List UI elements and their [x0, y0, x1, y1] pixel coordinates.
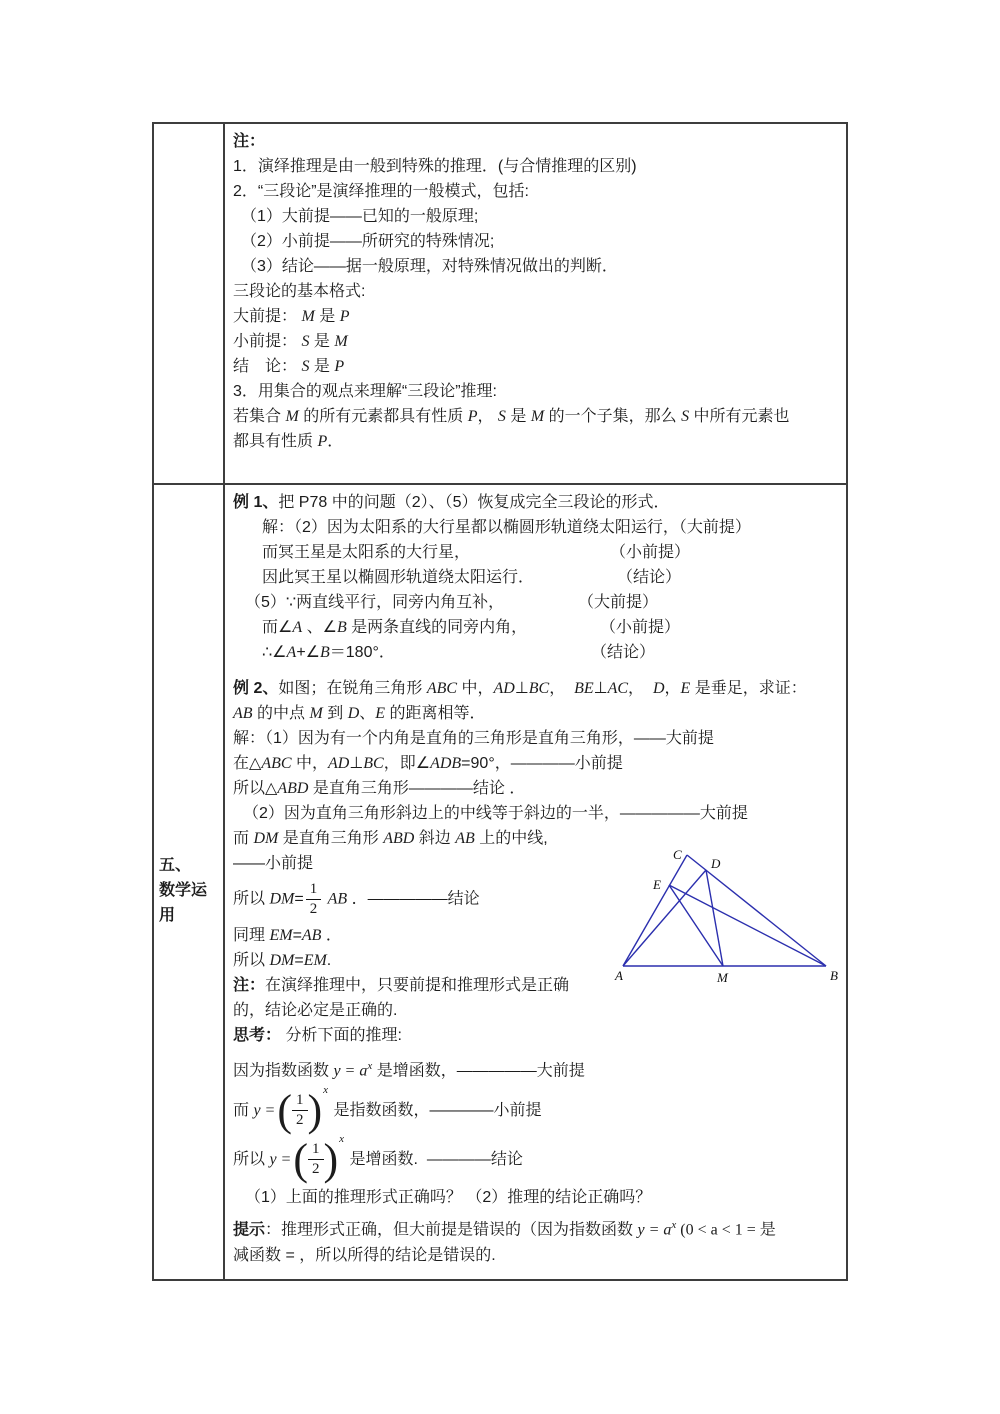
- body-text: 结 论：: [233, 358, 302, 375]
- body-text: 是垂足，求证：: [690, 680, 807, 697]
- body-text: ．—————结论: [347, 890, 480, 908]
- math-variable: ABC: [261, 755, 292, 772]
- math-variable: S: [301, 358, 310, 375]
- math-variable: AB: [233, 705, 253, 722]
- section-title-line: 五、: [159, 857, 192, 874]
- body-text: 是指数函数，————小前提: [329, 1101, 542, 1119]
- math-variable: AC: [607, 680, 629, 697]
- math-variable: BC: [363, 755, 384, 772]
- body-text: 减函数 = ，所以所得的结论是错误的.: [233, 1246, 496, 1264]
- math-variable: EM: [303, 951, 327, 969]
- math-variable: E: [680, 680, 691, 697]
- text-line: [233, 1243, 838, 1268]
- body-text: 都具有性质: [233, 433, 318, 450]
- text-line: [233, 751, 838, 776]
- body-text: 是直角三角形: [278, 830, 384, 847]
- body-text: ，: [477, 408, 498, 425]
- diagram-edge-DM: [706, 870, 723, 966]
- body-text: 是增函数，—————大前提: [372, 1061, 585, 1079]
- body-text: 在演绎推理中，只要前提和推理形式是正确: [265, 976, 570, 994]
- math-variable: M: [530, 408, 545, 425]
- math-variable: B: [320, 644, 330, 661]
- body-text: 小前提：: [233, 333, 302, 350]
- section-title: [159, 853, 207, 928]
- math-variable: BC: [528, 680, 550, 697]
- body-text: 中，: [457, 680, 494, 697]
- body-text: ——小前提: [233, 855, 314, 872]
- body-text: ，: [628, 680, 653, 697]
- body-text: （3）结论——据一般原理，对特殊情况做出的判断．: [241, 258, 618, 275]
- body-text: 的中点: [252, 705, 310, 722]
- premise-annotation: （大前提）: [578, 594, 659, 611]
- math-variable: AB: [327, 890, 348, 908]
- lesson-table: [152, 122, 848, 1281]
- fraction-numerator: 1: [306, 880, 322, 900]
- fraction: [277, 1084, 329, 1135]
- body-text: 2．“三段论”是演绎推理的一般模式，包括:: [233, 183, 530, 200]
- body-text: 因为指数函数: [233, 1061, 334, 1079]
- right-paren: ): [323, 1134, 339, 1184]
- body-text: ⊥: [593, 680, 608, 697]
- math-variable: P: [317, 433, 328, 450]
- fraction-denominator: 2: [296, 1112, 304, 1129]
- text-line: [233, 204, 838, 229]
- text-line: [233, 429, 838, 454]
- body-text: 的，结论必定是正确的.: [233, 1001, 398, 1019]
- body-text: 中，: [291, 755, 328, 772]
- body-text: 而冥王星是太阳系的大行星，: [262, 544, 471, 561]
- body-text: 斜边: [414, 830, 456, 847]
- row1-left-cell: [154, 124, 225, 485]
- body-text: 同理: [233, 926, 270, 944]
- math-variable: ABD: [383, 830, 415, 847]
- body-text: 、: [359, 705, 376, 722]
- body-text: 大前提：: [233, 308, 302, 325]
- math-variable: S: [681, 408, 690, 425]
- body-text: =: [294, 890, 304, 908]
- text-line: [233, 701, 838, 726]
- text-line: [233, 776, 838, 801]
- body-text: 的所有元素都具有性质: [298, 408, 468, 425]
- body-text: +∠: [296, 644, 320, 661]
- body-text: 是: [314, 308, 340, 325]
- math-variable: y =: [269, 1150, 292, 1168]
- emphasis-text: 例 2、: [233, 680, 279, 697]
- geometry-diagram: [613, 838, 846, 993]
- math-variable: ABD: [277, 780, 309, 797]
- diagram-point-label-M: M: [717, 970, 728, 985]
- body-text: ⊥: [349, 755, 364, 772]
- body-text: ．: [321, 926, 342, 944]
- fraction-numerator: 1: [308, 1140, 324, 1160]
- text-line: [233, 1023, 838, 1048]
- body-text: ：推理形式正确，但大前提是错误的（因为指数函数: [265, 1221, 638, 1239]
- body-text: 而: [233, 1101, 254, 1119]
- body-text: 是直角三角形————结论 ．: [308, 780, 526, 797]
- math-variable: DM: [269, 890, 295, 908]
- body-text: ，: [664, 680, 681, 697]
- body-text: ．: [327, 433, 344, 450]
- math-variable: D: [347, 705, 360, 722]
- math-variable: BE: [574, 680, 594, 697]
- math-variable: D: [652, 680, 665, 697]
- section-title-line: 用: [159, 907, 176, 924]
- body-text: 是: [309, 358, 335, 375]
- body-text: （1）上面的推理形式正确吗？ （2）推理的结论正确吗？: [245, 1189, 652, 1207]
- math-variable: y = a: [333, 1061, 368, 1079]
- text-line: [233, 229, 838, 254]
- body-text: 分析下面的推理:: [281, 1026, 402, 1044]
- premise-annotation: （小前提）: [610, 544, 691, 561]
- fraction: [293, 1133, 345, 1184]
- math-variable: E: [375, 705, 386, 722]
- math-variable: A: [292, 619, 303, 636]
- body-text: 、∠: [302, 619, 337, 636]
- math-variable: M: [301, 308, 315, 325]
- text-line: [233, 304, 838, 329]
- body-text: x: [671, 1219, 677, 1232]
- exponent: x: [323, 1084, 329, 1097]
- body-text: 所以: [233, 951, 270, 969]
- body-text: 是: [505, 408, 531, 425]
- body-text: （2）小前提——所研究的特殊情况;: [241, 233, 495, 250]
- body-text: 上的中线,: [474, 830, 548, 847]
- body-text: 若集合: [233, 408, 286, 425]
- text-line: [233, 801, 838, 826]
- body-text: 所以: [233, 890, 270, 908]
- body-text: 而∠: [262, 619, 293, 636]
- math-variable: y =: [253, 1101, 276, 1119]
- text-line: [233, 129, 838, 154]
- body-text: 三段论的基本格式:: [233, 283, 366, 300]
- body-text: =: [294, 951, 304, 969]
- math-variable: S: [301, 333, 310, 350]
- text-line: [233, 404, 838, 429]
- body-text: 中所有元素也: [689, 408, 790, 425]
- section-label-cell: [154, 485, 225, 1279]
- body-text: 3．用集合的观点来理解“三段论”推理:: [233, 383, 498, 400]
- body-text: ，即∠: [383, 755, 431, 772]
- body-text: x: [367, 1059, 373, 1072]
- text-line: [233, 726, 838, 751]
- body-text: 1．演绎推理是由一般到特殊的推理．(与合情推理的区别): [233, 158, 637, 175]
- fraction: [306, 880, 322, 919]
- left-paren: (: [277, 1085, 293, 1135]
- math-variable: AD: [493, 680, 515, 697]
- text-line: [233, 254, 838, 279]
- text-line: [233, 565, 838, 590]
- math-variable: ABC: [426, 680, 458, 697]
- notes-cell: [225, 124, 846, 485]
- text-line: [233, 354, 838, 379]
- body-text: 所以: [233, 1150, 270, 1168]
- text-line: [233, 998, 838, 1023]
- fraction-denominator: 2: [309, 900, 318, 917]
- body-text: =: [292, 926, 302, 944]
- text-line: [233, 179, 838, 204]
- text-line: [233, 154, 838, 179]
- text-line: [233, 1213, 838, 1242]
- body-text: 到: [322, 705, 348, 722]
- text-line: [233, 590, 838, 615]
- math-variable: M: [334, 333, 348, 350]
- section-title-line: 数学运: [159, 882, 208, 899]
- text-line: [233, 676, 838, 701]
- body-text: 的一个子集，那么: [544, 408, 682, 425]
- math-variable: DM: [269, 951, 295, 969]
- body-text: （2）因为直角三角形斜边上的中线等于斜边的一半，—————大前提: [243, 805, 748, 822]
- math-variable: S: [497, 408, 506, 425]
- math-variable: P: [467, 408, 478, 425]
- text-line: [233, 1185, 838, 1210]
- text-line: [233, 540, 838, 565]
- body-text: 解：（2）因为太阳系的大行星都以椭圆形轨道绕太阳运行，（大前提）: [262, 519, 751, 536]
- right-paren: ): [307, 1085, 323, 1135]
- body-text: ∴∠: [262, 644, 287, 661]
- text-line: [233, 615, 838, 640]
- body-text: 是两条直线的同旁内角，: [346, 619, 528, 636]
- text-line: [233, 379, 838, 404]
- body-text: （1）大前提——已知的一般原理;: [241, 208, 479, 225]
- diagram-point-label-C: C: [673, 847, 682, 862]
- body-text: 因此冥王星以椭圆形轨道绕太阳运行．: [262, 569, 535, 586]
- diagram-point-label-A: A: [615, 968, 623, 983]
- body-text: ⊥: [514, 680, 529, 697]
- body-text: ，: [549, 680, 575, 697]
- emphasis-text: 提示: [233, 1221, 266, 1239]
- math-variable: P: [334, 358, 345, 375]
- diagram-point-label-E: E: [653, 877, 661, 892]
- body-text: =90°，————小前提: [461, 755, 623, 772]
- math-variable: M: [285, 408, 299, 425]
- fraction-denominator: 2: [312, 1161, 320, 1178]
- premise-annotation: （结论）: [617, 569, 682, 586]
- math-variable: P: [339, 308, 350, 325]
- math-variable: ADB: [430, 755, 462, 772]
- exponent: x: [339, 1133, 345, 1146]
- body-text: (0 < a < 1 = 是: [676, 1221, 776, 1239]
- body-text: 解：（1）因为有一个内角是直角的三角形是直角三角形，——大前提: [233, 730, 714, 747]
- diagram-point-label-B: B: [830, 968, 838, 983]
- diagram-edge-CB: [687, 855, 826, 966]
- body-text: 在△: [233, 755, 262, 772]
- text-line: [233, 329, 838, 354]
- body-text: ＝180°．: [329, 644, 395, 661]
- text-line: [233, 490, 838, 515]
- text-line: [233, 640, 838, 665]
- body-text: 是: [309, 333, 335, 350]
- body-text: .: [326, 951, 332, 969]
- math-variable: AB: [455, 830, 475, 847]
- text-line: [233, 1133, 838, 1184]
- math-variable: y = a: [637, 1221, 672, 1239]
- math-variable: EM: [269, 926, 293, 944]
- emphasis-text: 注：: [233, 133, 266, 150]
- math-variable: A: [286, 644, 297, 661]
- body-text: 如图；在锐角三角形: [278, 680, 427, 697]
- diagram-edge-EM: [669, 885, 723, 966]
- body-text: （5）∵两直线平行，同旁内角互补，: [245, 594, 505, 611]
- diagram-edge-BE: [669, 885, 826, 966]
- math-variable: AB: [301, 926, 322, 944]
- math-variable: AD: [327, 755, 350, 772]
- diagram-edge-AC: [623, 855, 687, 966]
- text-line: [233, 279, 838, 304]
- math-variable: M: [309, 705, 323, 722]
- emphasis-text: 注：: [233, 976, 266, 994]
- text-line: [233, 515, 838, 540]
- body-text: 的距离相等．: [385, 705, 486, 722]
- emphasis-text: 思考：: [233, 1026, 282, 1044]
- diagram-point-label-D: D: [711, 856, 721, 871]
- body-text: 而: [233, 830, 254, 847]
- diagram-edge-AD: [623, 870, 706, 966]
- left-paren: (: [293, 1134, 309, 1184]
- text-line: [233, 1084, 838, 1135]
- emphasis-text: 例 1、: [233, 494, 279, 511]
- premise-annotation: （小前提）: [600, 619, 681, 636]
- premise-annotation: （结论）: [591, 644, 656, 661]
- body-text: 把 P78 中的问题（2）、（5）恢复成完全三段论的形式．: [278, 494, 670, 511]
- fraction-numerator: 1: [292, 1091, 308, 1111]
- examples-cell: [225, 485, 846, 1279]
- math-variable: B: [336, 619, 347, 636]
- body-text: 是增函数. ————结论: [345, 1150, 523, 1168]
- body-text: 所以△: [233, 780, 278, 797]
- math-variable: DM: [253, 830, 279, 847]
